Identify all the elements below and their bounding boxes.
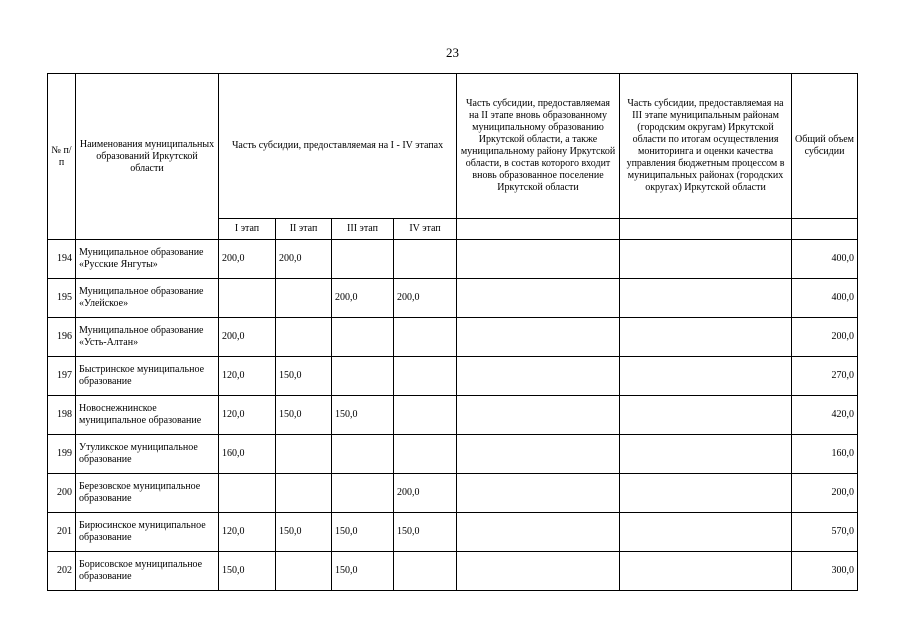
header-stage-2: II этап [276,219,332,240]
row-num: 196 [48,318,76,357]
row-num: 194 [48,240,76,279]
stage2-cell [276,318,332,357]
stage1-cell: 120,0 [219,357,276,396]
subsidy-table [47,73,858,591]
stage2-cell: 150,0 [276,396,332,435]
stage4-cell [394,318,457,357]
part3-cell [620,318,792,357]
part2-cell [457,318,620,357]
stage4-cell: 200,0 [394,474,457,513]
row-name: Муниципальное образование «Русские Янгуты» [76,240,219,279]
row-num: 198 [48,396,76,435]
header-stage-p3-empty [620,219,792,240]
part3-cell [620,474,792,513]
stage2-cell [276,474,332,513]
row-name: Новоснежнинское муниципальное образование [76,396,219,435]
stage1-cell: 120,0 [219,396,276,435]
row-name: Борисовское муниципальное образование [76,552,219,591]
stage4-cell: 200,0 [394,279,457,318]
header-name: Наименования муниципальных образований Иркутской области [76,74,219,240]
header-num: № п/п [48,74,76,240]
stage2-cell [276,552,332,591]
part2-cell [457,435,620,474]
stage4-cell [394,357,457,396]
row-num: 201 [48,513,76,552]
table-row [48,552,858,591]
header-stage-p2-empty [457,219,620,240]
part3-cell [620,357,792,396]
row-name: Березовское муниципальное образование [76,474,219,513]
stage2-cell [276,435,332,474]
part3-cell [620,279,792,318]
row-num: 195 [48,279,76,318]
stage1-cell: 120,0 [219,513,276,552]
stage1-cell [219,279,276,318]
stage2-cell [276,279,332,318]
stage3-cell: 150,0 [332,396,394,435]
total-cell: 400,0 [792,240,858,279]
part2-cell [457,357,620,396]
stage3-cell [332,435,394,474]
row-name: Муниципальное образование «Усть-Алтан» [76,318,219,357]
part3-cell [620,240,792,279]
stage4-cell [394,240,457,279]
part3-cell [620,396,792,435]
stage4-cell [394,552,457,591]
stage1-cell: 200,0 [219,240,276,279]
stage4-cell: 150,0 [394,513,457,552]
total-cell: 160,0 [792,435,858,474]
stage1-cell [219,474,276,513]
stage3-cell: 150,0 [332,513,394,552]
page-number: 23 [446,45,459,60]
header-part-2-new: Часть субсидии, предоставляемая на II этапе вновь образованному муниципальному образованию Иркутской области, а также муниципальному району Иркутской области, в состав которого входит вновь образованное поселение Иркутской области [457,74,620,219]
total-cell: 570,0 [792,513,858,552]
total-cell: 200,0 [792,318,858,357]
part3-cell [620,513,792,552]
part3-cell [620,552,792,591]
part2-cell [457,513,620,552]
row-num: 200 [48,474,76,513]
table-row [48,396,858,435]
total-cell: 270,0 [792,357,858,396]
total-cell: 400,0 [792,279,858,318]
header-part-1-4: Часть субсидии, предоставляемая на I - IV этапах [219,74,457,219]
row-name: Муниципальное образование «Улейское» [76,279,219,318]
table-row [48,357,858,396]
stage4-cell [394,435,457,474]
table-row [48,474,858,513]
part2-cell [457,240,620,279]
row-num: 197 [48,357,76,396]
row-name: Быстринское муниципальное образование [76,357,219,396]
stage4-cell [394,396,457,435]
total-cell: 420,0 [792,396,858,435]
header-stage-3: III этап [332,219,394,240]
header-stage-total-empty [792,219,858,240]
part3-cell [620,435,792,474]
part2-cell [457,474,620,513]
header-part-3: Часть субсидии, предоставляемая на III этапе муниципальным районам (городским округам) Иркутской области по итогам осуществления мониторинга и оценки качества управления бюджетным процессом в муниципальных районах (городских округах) Иркутской области [620,74,792,219]
row-num: 199 [48,435,76,474]
stage3-cell: 200,0 [332,279,394,318]
row-num: 202 [48,552,76,591]
row-name: Утуликское муниципальное образование [76,435,219,474]
stage1-cell: 160,0 [219,435,276,474]
table-row [48,435,858,474]
stage2-cell: 150,0 [276,513,332,552]
row-name: Бирюсинское муниципальное образование [76,513,219,552]
header-stage-4: IV этап [394,219,457,240]
stage2-cell: 200,0 [276,240,332,279]
table-row [48,513,858,552]
stage3-cell [332,318,394,357]
stage3-cell: 150,0 [332,552,394,591]
stage3-cell [332,240,394,279]
table-row [48,279,858,318]
table-row [48,240,858,279]
stage1-cell: 150,0 [219,552,276,591]
total-cell: 300,0 [792,552,858,591]
total-cell: 200,0 [792,474,858,513]
stage3-cell [332,357,394,396]
header-stage-1: I этап [219,219,276,240]
part2-cell [457,396,620,435]
part2-cell [457,279,620,318]
stage3-cell [332,474,394,513]
stage1-cell: 200,0 [219,318,276,357]
table-row [48,318,858,357]
stage2-cell: 150,0 [276,357,332,396]
part2-cell [457,552,620,591]
header-total: Общий объем субсидии [792,74,858,219]
